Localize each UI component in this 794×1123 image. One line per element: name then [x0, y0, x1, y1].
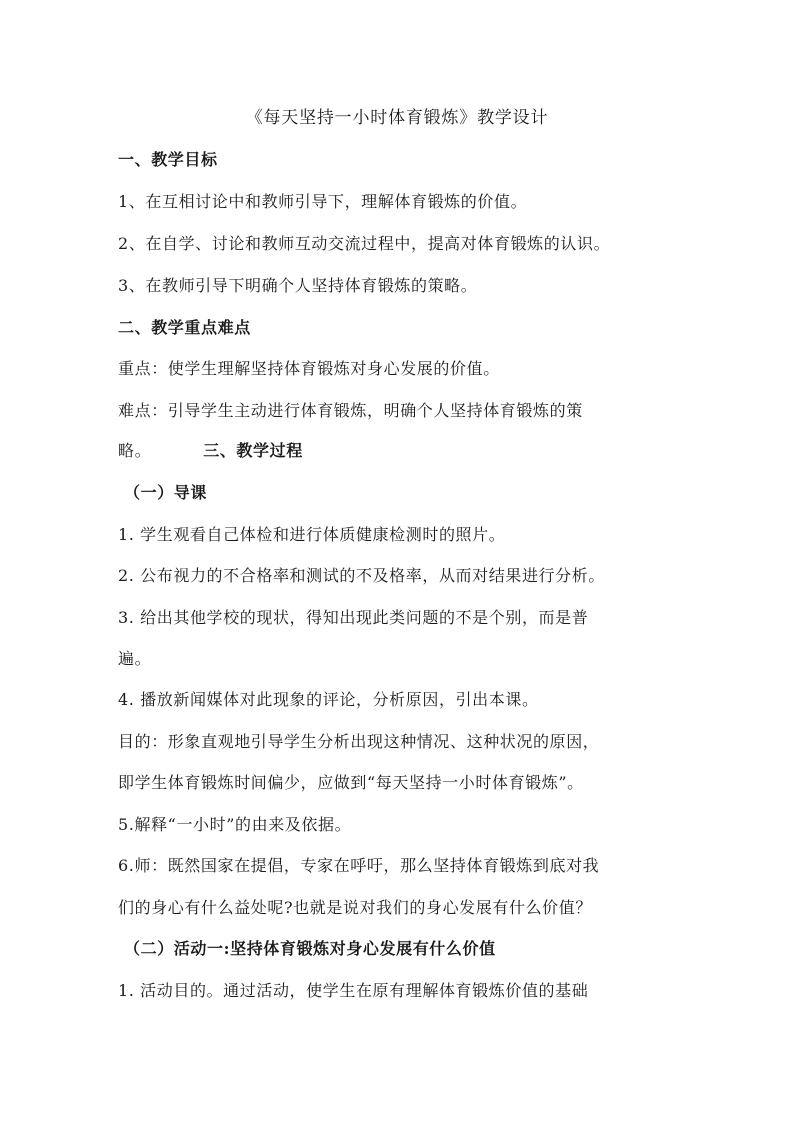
subsection-heading-intro: （一）导课 — [124, 483, 208, 502]
activity1-item-1: 1. 活动目的。通过活动，使学生在原有理解体育锻炼价值的基础 — [118, 981, 589, 1000]
intro-item-5: 5.解释“一小时”的由来及依据。 — [118, 815, 352, 834]
difficulty-process-line — [118, 441, 303, 461]
intro-purpose-line1: 目的：形象直观地引导学生分析出现这种情况、这种状况的原因， — [118, 732, 600, 751]
intro-item-6-line1: 6.师：既然国家在提倡，专家在呼吁，那么坚持体育锻炼到底对我 — [118, 856, 600, 875]
key-point-text: 重点：使学生理解坚持体育锻炼对身心发展的价值。 — [118, 359, 500, 378]
intro-item-2: 2. 公布视力的不合格率和测试的不及格率，从而对结果进行分析。 — [118, 566, 605, 585]
intro-item-1: 1. 学生观看自己体检和进行体质健康检测时的照片。 — [118, 525, 506, 544]
intro-item-6-line2: 们的身心有什么益处呢?也就是说对我们的身心发展有什么价值？ — [118, 898, 592, 917]
section-heading-objectives: 一、教学目标 — [118, 150, 218, 169]
section-heading-process: 三、教学过程 — [203, 441, 303, 460]
intro-item-4: 4. 播放新闻媒体对此现象的评论，分析原因，引出本课。 — [118, 690, 539, 709]
difficulty-text-line1: 难点：引导学生主动进行体育锻炼，明确个人坚持体育锻炼的策 — [118, 401, 583, 420]
intro-purpose-line2: 即学生体育锻炼时间偏少，应做到“每天坚持一小时体育锻炼”。 — [118, 773, 584, 792]
difficulty-text-line2: 略。 — [118, 441, 152, 460]
document-title: 《每天坚持一小时体育锻炼》教学设计 — [245, 108, 549, 128]
subsection-heading-activity1: （二）活动一:坚持体育锻炼对身心发展有什么价值 — [124, 939, 496, 958]
intro-item-3-line2: 遍。 — [118, 649, 152, 668]
intro-item-3-line1: 3. 给出其他学校的现状，得知出现此类问题的不是个别，而是普 — [118, 608, 589, 627]
objective-item-3: 3、在教师引导下明确个人坚持体育锻炼的策略。 — [118, 276, 478, 295]
objective-item-2: 2、在自学、讨论和教师互动交流过程中，提高对体育锻炼的认识。 — [118, 234, 611, 253]
section-heading-key-points: 二、教学重点难点 — [118, 318, 251, 337]
objective-item-1: 1、在互相讨论中和教师引导下，理解体育锻炼的价值。 — [118, 192, 528, 211]
